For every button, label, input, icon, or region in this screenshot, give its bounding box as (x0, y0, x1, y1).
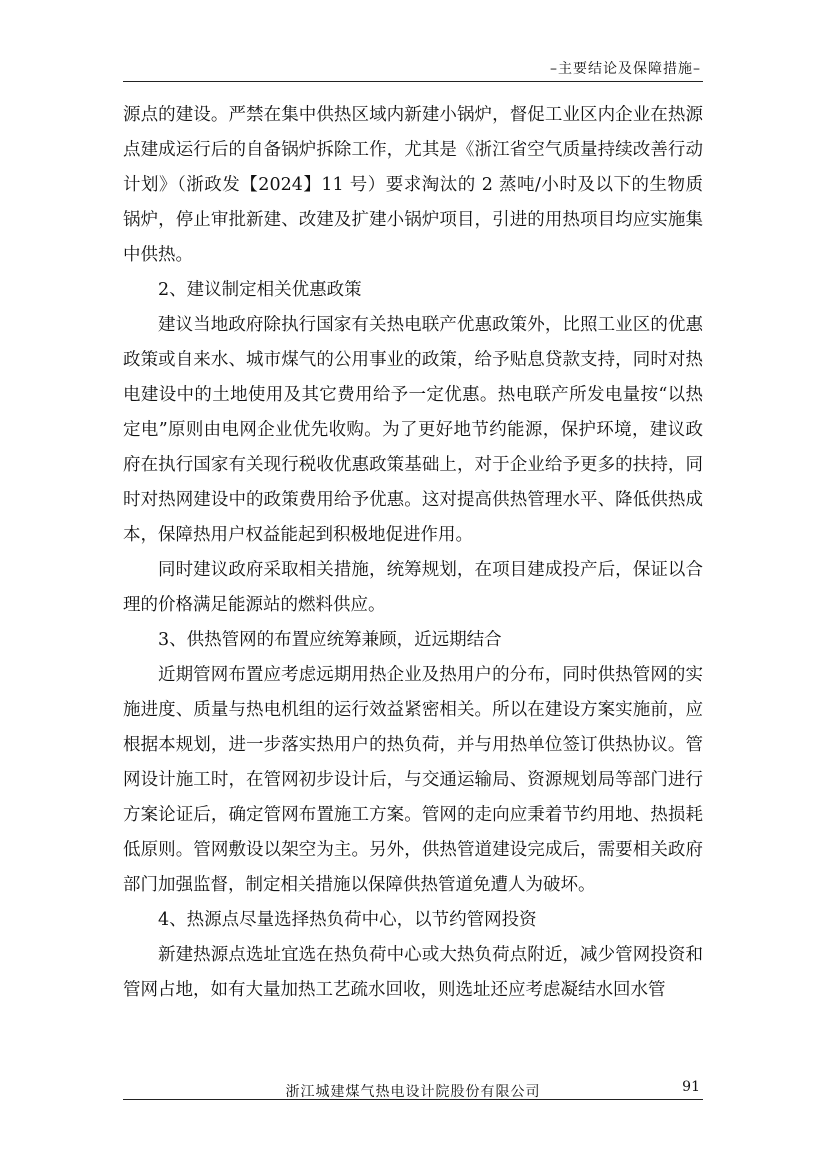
page-body (123, 98, 703, 1008)
paragraph: 建议当地政府除执行国家有关热电联产优惠政策外，比照工业区的优惠政策或自来水、城市煤气的公用事业的政策，给予贴息贷款支持，同时对热电建设中的土地使用及其它费用给予一定优惠。热电联产所发电量按“以热定电”原则由电网企业优先收购。为了更好地节约能源，保护环境，建议政府在执行国家有关现行税收优惠政策基础上，对于企业给予更多的扶持，同时对热网建设中的政策费用给予优惠。这对提高供热管理水平、降低供热成本，保障热用户权益能起到积极地促进作用。 (123, 315, 703, 545)
heading-2: 2、建议制定相关优惠政策 (158, 280, 362, 300)
paragraph: 近期管网布置应考虑远期用热企业及热用户的分布，同时供热管网的实施进度、质量与热电机组的运行效益紧密相关。所以在建设方案实施前，应根据本规划，进一步落实热用户的热负荷，并与用热单位签订供热协议。管网设计施工时，在管网初步设计后，与交通运输局、资源规划局等部门进行方案论证后，确定管网布置施工方案。管网的走向应秉着节约用地、热损耗低原则。管网敷设以架空为主。另外，供热管道建设完成后，需要相关政府部门加强监督，制定相关措施以保障供热管道免遭人为破坏。 (123, 665, 703, 895)
footer-divider (123, 1099, 703, 1100)
header-section-title: –主要结论及保障措施– (550, 61, 701, 77)
page-number: 91 (682, 1079, 700, 1095)
paragraph-continuation: 源点的建设。严禁在集中供热区域内新建小锅炉，督促工业区内企业在热源点建成运行后的自备锅炉拆除工作，尤其是《浙江省空气质量持续改善行动计划》（浙政发【2024】11 号）要求淘汰的 2 蒸吨/小时及以下的生物质锅炉，停止审批新建、改建及扩建小锅炉项目，引进的用热项目均应实施集中供热。 (123, 105, 703, 265)
footer-company-name: 浙江城建煤气热电设计院股份有限公司 (285, 1084, 541, 1100)
heading-4: 4、热源点尽量选择热负荷中心，以节约管网投资 (158, 910, 537, 930)
paragraph: 新建热源点选址宜选在热负荷中心或大热负荷点附近，减少管网投资和管网占地，如有大量加热工艺疏水回收，则选址还应考虑凝结水回水管 (123, 945, 703, 1000)
heading-3: 3、供热管网的布置应统筹兼顾，近远期结合 (158, 630, 502, 650)
header-divider (123, 81, 703, 82)
paragraph: 同时建议政府采取相关措施，统筹规划，在项目建成投产后，保证以合理的价格满足能源站的燃料供应。 (123, 560, 703, 615)
